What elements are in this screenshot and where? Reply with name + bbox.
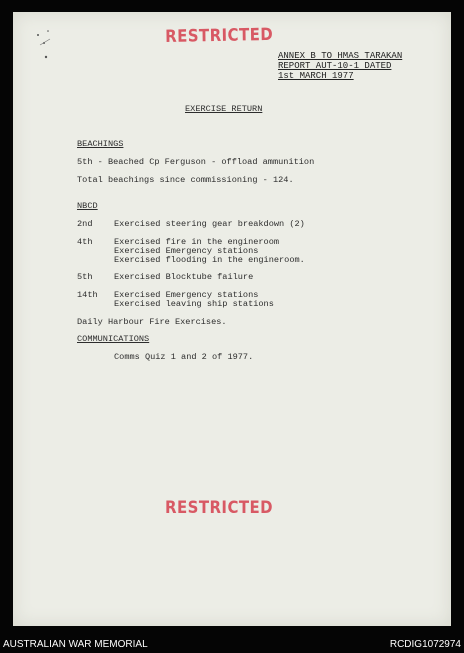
document-title: EXERCISE RETURN <box>185 104 263 114</box>
annex-line-2: REPORT AUT-10-1 DATED <box>278 61 392 71</box>
nbcd-entry-line: Exercised steering gear breakdown (2) <box>114 219 305 229</box>
ink-marks <box>30 25 70 65</box>
nbcd-heading: NBCD <box>77 201 98 211</box>
nbcd-entry-line: Exercised flooding in the engineroom. <box>114 255 305 265</box>
daily-exercises: Daily Harbour Fire Exercises. <box>77 317 227 327</box>
nbcd-day: 14th <box>77 290 98 300</box>
nbcd-day: 2nd <box>77 219 93 229</box>
footer-bar <box>0 635 464 653</box>
beachings-heading: BEACHINGS <box>77 139 124 149</box>
restricted-stamp-top: RESTRICTED <box>165 24 274 47</box>
communications-line: Comms Quiz 1 and 2 of 1977. <box>114 352 254 362</box>
nbcd-entry-line: Exercised Blocktube failure <box>114 272 254 282</box>
nbcd-entry-line: Exercised Emergency stations <box>114 290 259 300</box>
nbcd-entry-line: Exercised leaving ship stations <box>114 299 274 309</box>
annex-line-3: 1st MARCH 1977 <box>278 71 354 81</box>
footer-id: RCDIG1072974 <box>389 639 461 650</box>
beachings-total: Total beachings since commissioning - 124. <box>77 175 294 185</box>
nbcd-day: 4th <box>77 237 93 247</box>
annex-line-1: ANNEX B TO HMAS TARAKAN <box>278 51 403 61</box>
communications-heading: COMMUNICATIONS <box>77 334 150 344</box>
nbcd-entry-line: Exercised Emergency stations <box>114 246 259 256</box>
footer-source: AUSTRALIAN WAR MEMORIAL <box>3 639 148 650</box>
restricted-stamp-bottom: RESTRICTED <box>165 498 274 518</box>
nbcd-entry-line: Exercised fire in the engineroom <box>114 237 280 247</box>
nbcd-day: 5th <box>77 272 93 282</box>
beachings-line-1: 5th - Beached Cp Ferguson - offload ammunition <box>77 157 315 167</box>
